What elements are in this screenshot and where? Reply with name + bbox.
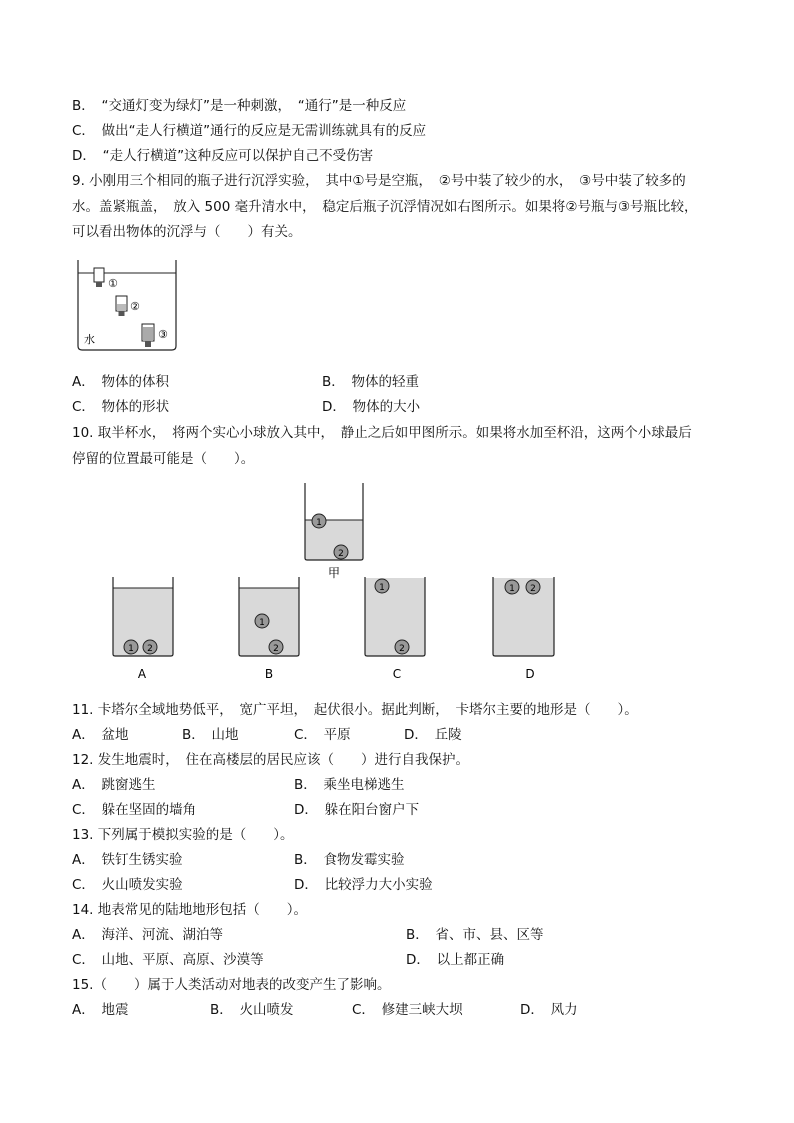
q14-option-c: C． 山地、平原、高原、沙漠等: [72, 952, 264, 968]
q12-stem: 12. 发生地震时， 住在高楼层的居民应该（ ）进行自我保护。: [72, 752, 470, 768]
q14-option-d: D． 以上都正确: [406, 952, 505, 968]
q11-stem: 11. 卡塔尔全域地势低平， 宽广平坦， 起伏很小。据此判断， 卡塔尔主要的地形是（ ）。: [72, 702, 638, 718]
svg-text:2: 2: [338, 549, 344, 559]
q14-option-b: B． 省、市、县、区等: [406, 927, 544, 943]
svg-text:1: 1: [259, 618, 265, 628]
q9-option-b: B． 物体的轻重: [322, 374, 420, 390]
q15-option-b: B． 火山喷发: [210, 1002, 294, 1018]
svg-text:1: 1: [128, 644, 134, 654]
q11-option-d: D． 丘陵: [404, 727, 462, 743]
q9-option-c: C． 物体的形状: [72, 399, 170, 415]
cup-a: [113, 577, 173, 681]
svg-text:1: 1: [509, 584, 515, 594]
bottle-3-icon: [142, 324, 154, 347]
q12-option-d: D． 躲在阳台窗户下: [294, 802, 420, 818]
bottle-2-icon: [116, 296, 127, 316]
cup-jia-label: 甲: [327, 566, 341, 580]
q8-option-d: D． “走人行横道”这种反应可以保护自己不受伤害: [72, 148, 374, 164]
q9-stem-line-1: 9. 小刚用三个相同的瓶子进行沉浮实验， 其中①号是空瓶， ②号中装了较少的水， ③号中装了较多的: [72, 173, 686, 189]
svg-text:1: 1: [379, 583, 385, 593]
cup-d-label: D: [525, 667, 535, 681]
ball-2-icon: [334, 545, 348, 559]
q13-stem: 13. 下列属于模拟实验的是（ ）。: [72, 827, 294, 843]
cup-d: [493, 577, 554, 681]
q11-option-c: C． 平原: [294, 727, 351, 743]
q11-option-b: B． 山地: [182, 727, 239, 743]
cup-b-label: B: [264, 667, 274, 681]
q15-option-c: C． 修建三峡大坝: [352, 1002, 463, 1018]
q13-option-b: B． 食物发霉实验: [294, 852, 405, 868]
q9-bottle-figure: [72, 256, 184, 354]
cup-b: [239, 577, 299, 681]
q9-stem-line-3: 可以看出物体的沉浮与（ ）有关。: [72, 224, 302, 240]
ball-1-icon: [124, 640, 138, 654]
q12-option-a: A． 跳窗逃生: [72, 777, 156, 793]
bottle-1-icon: [94, 268, 104, 287]
q9-option-a: A． 物体的体积: [72, 374, 169, 390]
bottle-3-marker: ③: [158, 328, 168, 341]
q9-stem-line-2: 水。盖紧瓶盖， 放入 500 毫升清水中， 稳定后瓶子沉浮情况如右图所示。如果将②号瓶与③号瓶比较，: [72, 199, 698, 215]
bottle-2-marker: ②: [130, 300, 140, 313]
q10-stem-line-1: 10. 取半杯水， 将两个实心小球放入其中， 静止之后如甲图所示。如果将水加至杯沿，这两个小球最后: [72, 425, 692, 441]
svg-text:2: 2: [399, 644, 405, 654]
cup-jia: [305, 483, 363, 580]
ball-1-icon: [375, 579, 389, 593]
q13-option-c: C． 火山喷发实验: [72, 877, 183, 893]
q11-option-a: A． 盆地: [72, 727, 129, 743]
q12-option-c: C． 躲在坚固的墙角: [72, 802, 197, 818]
ball-1-icon: [255, 614, 269, 628]
q13-option-d: D． 比较浮力大小实验: [294, 877, 433, 893]
q8-option-c: C． 做出“走人行横道”通行的反应是无需训练就具有的反应: [72, 123, 427, 139]
ball-2-icon: [143, 640, 157, 654]
q15-option-d: D． 风力: [520, 1002, 578, 1018]
q10-stem-line-2: 停留的位置最可能是（ ）。: [72, 451, 255, 467]
q14-stem: 14. 地表常见的陆地地形包括（ ）。: [72, 902, 308, 918]
ball-1-icon: [312, 514, 326, 528]
svg-text:2: 2: [273, 644, 279, 654]
q15-option-a: A． 地震: [72, 1002, 129, 1018]
q10-cups-figure: [100, 480, 570, 685]
ball-1-icon: [505, 580, 519, 594]
svg-text:2: 2: [530, 584, 536, 594]
water-label: 水: [84, 333, 95, 346]
cup-c: [365, 577, 425, 681]
ball-2-icon: [526, 580, 540, 594]
svg-text:1: 1: [316, 518, 322, 528]
q13-option-a: A． 铁钉生锈实验: [72, 852, 183, 868]
ball-2-icon: [395, 640, 409, 654]
cup-c-label: C: [392, 667, 402, 681]
q8-option-b: B． “交通灯变为绿灯”是一种刺激， “通行”是一种反应: [72, 98, 407, 114]
bottle-1-marker: ①: [108, 277, 118, 290]
svg-text:2: 2: [147, 644, 153, 654]
q15-stem: 15.（ ）属于人类活动对地表的改变产生了影响。: [72, 977, 391, 993]
ball-2-icon: [269, 640, 283, 654]
q12-option-b: B． 乘坐电梯逃生: [294, 777, 405, 793]
q14-option-a: A． 海洋、河流、湖泊等: [72, 927, 223, 943]
cup-a-label: A: [137, 667, 147, 681]
q9-option-d: D． 物体的大小: [322, 399, 421, 415]
